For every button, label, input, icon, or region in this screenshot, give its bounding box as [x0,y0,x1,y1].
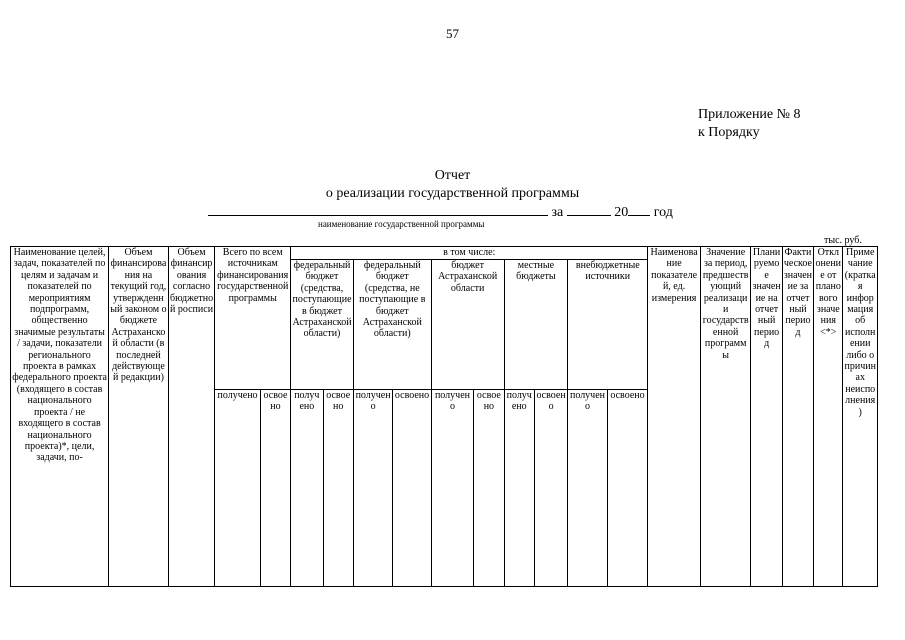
sub-total-spent: освоено [260,390,290,587]
header-extrabudgetary: внебюджетные источники [568,260,648,390]
report-title-line1: Отчет [434,168,471,183]
header-volume-law: Объем финансирования на текущий год, утвержденный законом о бюджете Астраханской области (в последней действующей редакции) [109,247,169,587]
period-prefix: за [551,205,564,220]
period-suffix: год [653,205,673,220]
appendix-reference: к Порядку [698,125,760,140]
sub-regional-received: получено [431,390,473,587]
header-actual-value: Фактическое значение за отчетный период [782,247,813,587]
header-regional-budget: бюджет Астраханской области [431,260,504,390]
sub-extra-received: получено [568,390,607,587]
appendix-header [698,106,801,142]
report-title-line2: о реализации государственной программы [325,186,580,201]
header-federal-received: федеральный бюджет (средства, поступающие в бюджет Астраханской области) [291,260,354,390]
program-name-caption: наименование государственной программы [318,219,485,229]
header-federal-not-received: федеральный бюджет (средства, не поступающие в бюджет Астраханской области) [353,260,431,390]
sub-total-received: получено [215,390,261,587]
period-year: 20 [614,205,629,220]
sub-extra-spent: освоено [607,390,648,587]
year-blank [628,203,650,216]
header-name-column: Наименование целей, задач, показателей по целям и задачам и показателей по мероприятиям подпрограмм, общественно значимые результаты / задачи, показатели регионального проекта в рамках федерального проекта (входящего в состав национального проекта / не входящего в состав национального проекта)*, цели, задачи, по- [11,247,109,587]
header-volume-budget: Объем финансирования согласно бюджетной росписи [168,247,215,587]
header-total-sources: Всего по всем источникам финансирования государственной программы [215,247,291,390]
program-name-blank [208,203,548,216]
header-local-budgets: местные бюджеты [504,260,568,390]
header-indicator: Наименование показателей, ед. измерения [648,247,701,587]
header-deviation: Отклонение от планового значения <*> [814,247,843,587]
report-table [10,246,878,587]
sub-federal-spent: освоено [323,390,353,587]
sub-local-received: получено [504,390,534,587]
appendix-number: Приложение № 8 [698,107,801,122]
header-including: в том числе: [291,247,648,260]
header-prior-value: Значение за период, предшествующий реализации государственной программы [700,247,751,587]
header-note: Примечание (краткая информация об исполнении либо о причинах неисполнения) [843,247,878,587]
report-title [0,167,905,203]
sub-federal-not-spent: освоено [393,390,431,587]
sub-federal-received: получено [291,390,323,587]
page-number: 57 [446,26,459,41]
header-planned-value: Планируемое значение на отчетный период [751,247,782,587]
period-blank [567,203,611,216]
sub-local-spent: освоено [534,390,567,587]
sub-regional-spent: освоено [474,390,504,587]
sub-federal-not-received: получено [353,390,392,587]
units-label: тыс. руб. [824,235,862,246]
